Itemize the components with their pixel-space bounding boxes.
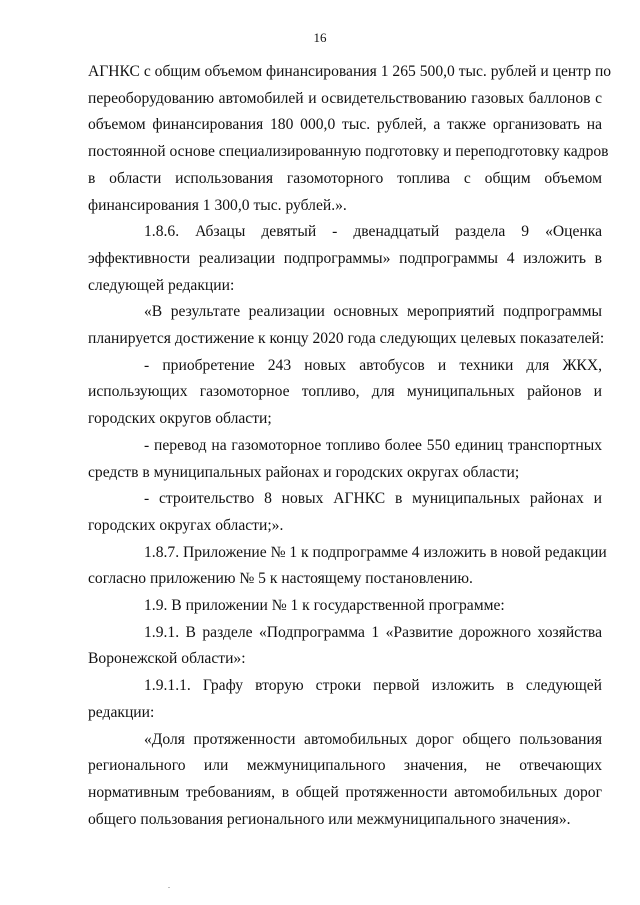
text-line: финансирования 1 300,0 тыс. рублей.». [88,196,347,214]
paragraph-p4 [88,353,602,433]
text-line: 1.9. В приложении № 1 к государственной программе: [144,597,505,615]
paragraph-p9 [88,620,602,673]
document-body [88,59,612,833]
text-line: средств в муниципальных районах и городских округах области; [88,463,520,481]
paragraph-p8 [88,593,602,620]
paragraph-p11 [88,727,602,834]
text-line: - приобретение 243 новых автобусов и техники для ЖКХ, [144,356,602,374]
text-line: городских округов области; [88,410,272,428]
text-line: использующих газомоторное топливо, для муниципальных районов и [88,383,602,401]
text-line: общего пользования регионального или межмуниципального значения». [88,810,571,828]
text-line: Воронежской области»: [88,650,246,668]
text-line: - строительство 8 новых АГНКС в муниципальных районах и [144,490,602,508]
paragraph-p3 [88,299,605,352]
text-line: городских округах области;». [88,516,284,534]
text-line: объемом финансирования 180 000,0 тыс. рублей, а также организовать на [88,116,602,134]
paragraph-p6 [88,486,602,539]
text-line: в области использования газомоторного топлива с общим объемом [88,169,602,187]
paragraph-p1 [88,59,612,219]
paragraph-p10 [88,673,602,726]
text-line: 1.9.1. В разделе «Подпрограмма 1 «Развитие дорожного хозяйства [144,623,602,641]
text-line: 1.9.1.1. Графу вторую строки первой изложить в следующей [144,677,602,695]
text-line: регионального или межмуниципального значения, не отвечающих [88,757,602,775]
text-line: нормативным требованиям, в общей протяженности автомобильных дорог [88,783,602,801]
text-line: согласно приложению № 5 к настоящему постановлению. [88,570,473,588]
paragraph-p2 [88,219,602,299]
text-line: АГНКС с общим объемом финансирования 1 265 500,0 тыс. рублей и центр по [88,63,612,80]
text-line: 1.8.6. Абзацы девятый - двенадцатый раздела 9 «Оценка [144,223,602,241]
text-line: переоборудованию автомобилей и освидетельствованию газовых баллонов с [88,89,602,107]
text-line: «Доля протяженности автомобильных дорог общего пользования [144,730,602,748]
text-line: - перевод на газомоторное топливо более 550 единиц транспортных [144,436,602,454]
paragraph-p5 [88,433,602,486]
text-line: планируется достижение к концу 2020 года следующих целевых показателей: [88,330,605,348]
text-line: следующей редакции: [88,276,235,294]
text-line: редакции: [88,703,155,721]
text-line: эффективности реализации подпрограммы» подпрограммы 4 изложить в [88,249,602,267]
text-line: «В результате реализации основных мероприятий подпрограммы [144,303,602,321]
text-line: 1.8.7. Приложение № 1 к подпрограмме 4 изложить в новой редакции [144,543,607,561]
text-line: постоянной основе специализированную подготовку и переподготовку кадров [88,143,609,161]
paragraph-p7 [88,540,607,593]
scan-speck [168,887,170,888]
page-number: 16 [313,30,327,45]
